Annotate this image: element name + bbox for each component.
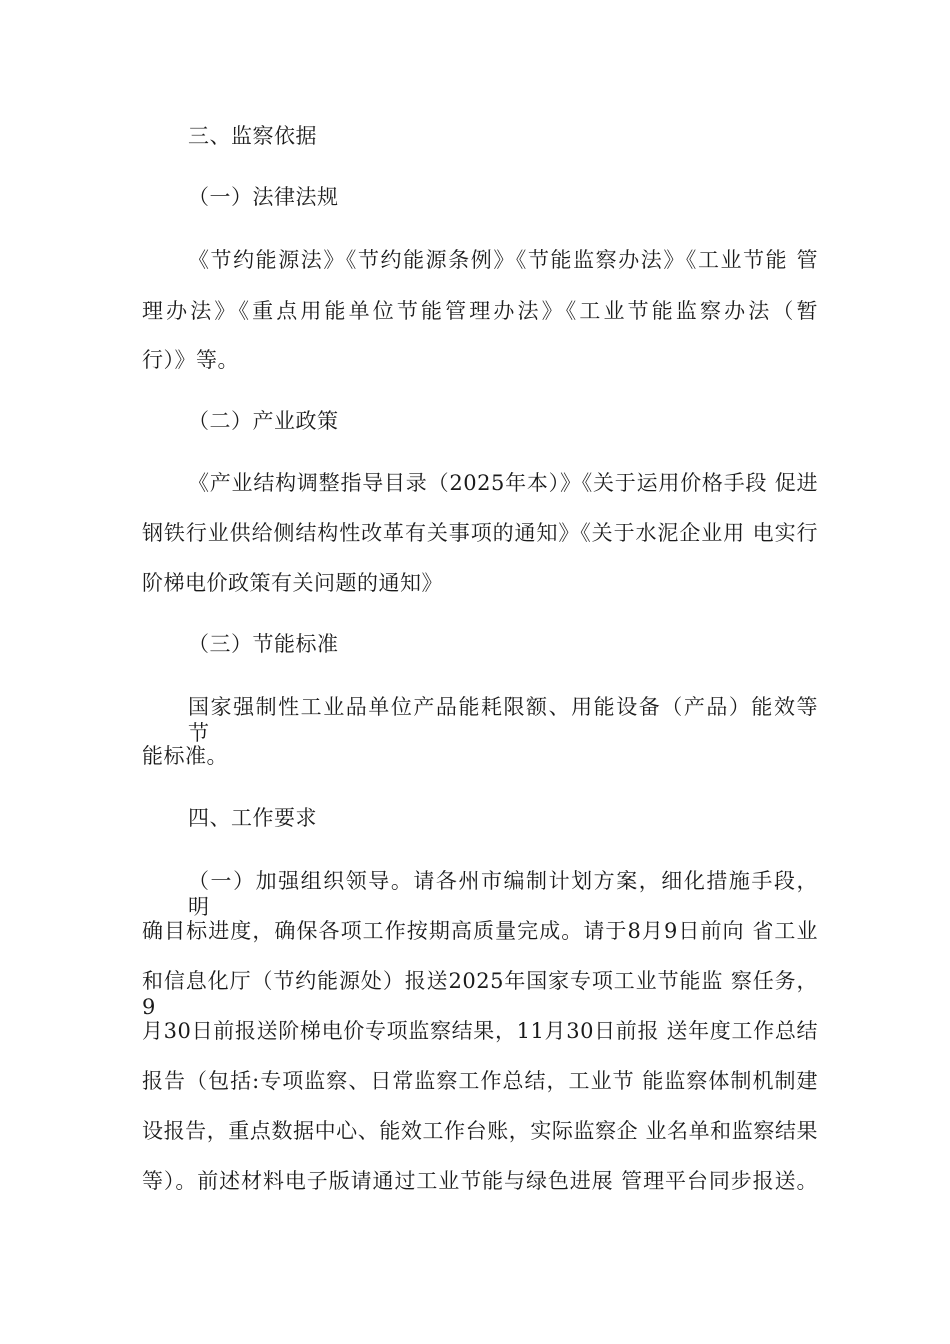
subsection-heading-policy: （二）产业政策 [188, 409, 339, 433]
section-heading-4: 四、工作要求 [188, 806, 317, 830]
paragraph-line: 确目标进度，确保各项工作按期高质量完成。请于8月9日前向 省工业 [142, 919, 818, 943]
paragraph-line: 报告（包括:专项监察、日常监察工作总结，工业节 能监察体制机制建 [142, 1069, 818, 1093]
paragraph-line: 钢铁行业供给侧结构性改革有关事项的通知》《关于水泥企业用 电实行 [142, 521, 818, 545]
subsection-heading-laws: （一）法律法规 [188, 185, 339, 209]
paragraph-line: 国家强制性工业品单位产品能耗限额、用能设备（产品）能效等 节 [188, 695, 818, 745]
paragraph-line: 等）。前述材料电子版请通过工业节能与绿色进展 管理平台同步报送。 [142, 1169, 818, 1193]
paragraph-line: 《节约能源法》《节约能源条例》《节能监察办法》《工业节能 管 [188, 248, 818, 272]
section-heading-3: 三、监察依据 [188, 124, 317, 148]
subsection-heading-standards: （三）节能标准 [188, 632, 339, 656]
paragraph-line: 月30日前报送阶梯电价专项监察结果，11月30日前报 送年度工作总结 [142, 1019, 818, 1043]
paragraph-line: 阶梯电价政策有关问题的通知》 [142, 571, 443, 595]
paragraph-line: （一）加强组织领导。请各州市编制计划方案，细化措施手段， 明 [188, 869, 818, 919]
paragraph-line: 设报告，重点数据中心、能效工作台账，实际监察企 业名单和监察结果 [142, 1119, 818, 1143]
paragraph-line: 能标准。 [142, 744, 228, 768]
paragraph-line: 理办法》《重点用能单位节能管理办法》《工业节能监察办法（暂 [142, 299, 818, 323]
paragraph-line: 《产业结构调整指导目录（2025年本）》《关于运用价格手段 促进 [188, 471, 818, 495]
paragraph-line: 和信息化厅（节约能源处）报送2025年国家专项工业节能监 察任务，9 [142, 969, 818, 1019]
paragraph-line: 行）》等。 [142, 348, 239, 372]
